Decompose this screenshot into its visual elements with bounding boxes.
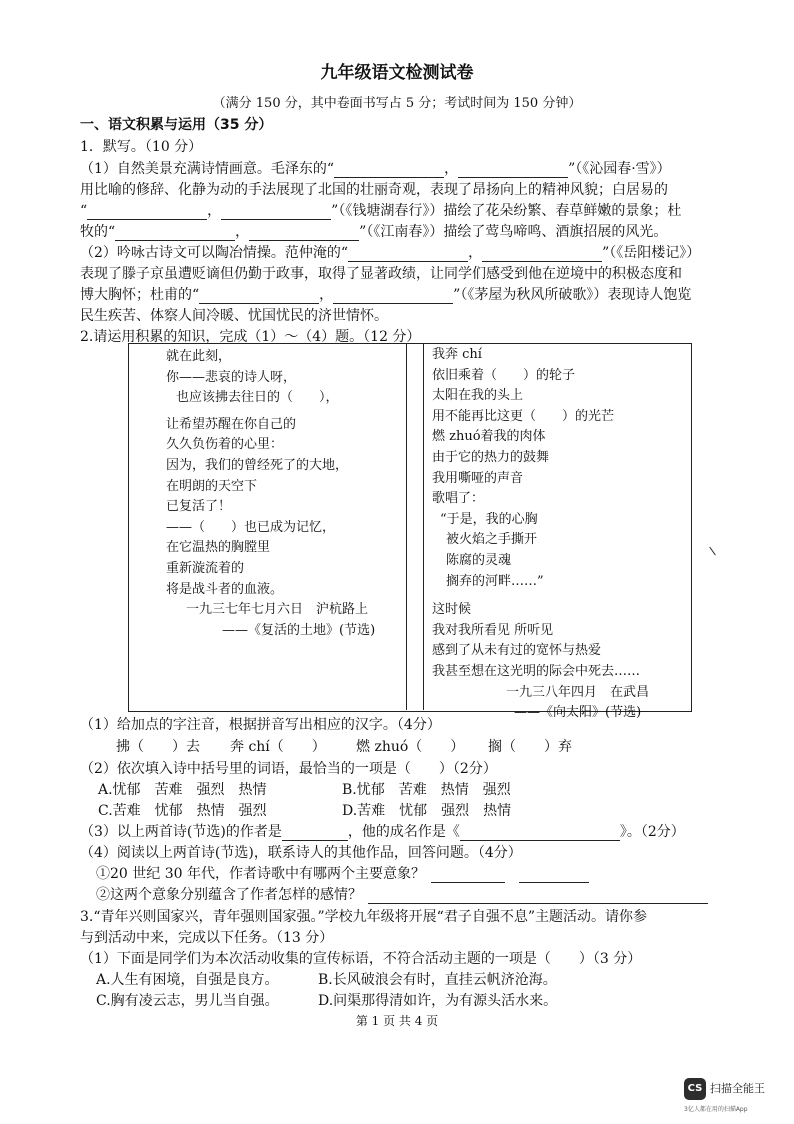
q1-part2-line4: 民生疾苦、体察人间冷暖、忧国忧民的济世情怀。 [80,308,388,324]
option-c[interactable]: C.苦难 忧郁 热情 强烈 [98,803,267,819]
poem-divider [406,343,424,710]
q2-sub1: （1）给加点的字注音，根据拼音写出相应的汉字。（4分） [80,717,441,733]
pinyin-item[interactable]: 搁（ ）弃 [488,739,572,755]
poem-line: 这时候 [432,602,472,618]
q3-intro-line1: 3.“青年兴则国家兴，青年强则国家强。”学校九年级将开展“君子自强不息”主题活动。请你参 [80,909,647,925]
poem-line: ——（ ）也已成为记忆， [166,519,336,535]
poem-line: 感到了从未有过的宽怀与热爱 [432,643,602,659]
poem-line: 我对我所看见 所听见 [432,622,554,638]
answer-blank[interactable] [458,162,568,178]
poem-line: 让希望苏醒在你自己的 [166,416,297,432]
poem-line: 陈腐的灵魂 [446,552,512,568]
option-d[interactable]: D.问渠那得清如许，为有源头活水来。 [318,993,558,1009]
poem-line: 依旧乘着（ ）的轮子 [432,367,576,383]
answer-blank[interactable] [115,225,235,241]
option-b[interactable]: B.忧郁 苦难 热情 强烈 [342,782,511,798]
q3-intro-line2: 与到活动中来，完成以下任务。（13 分） [80,930,334,946]
poem-line: 将是战斗者的血液。 [166,581,284,597]
scanner-tagline: 3亿人都在用的扫描App [684,1106,748,1113]
q1-part1-line1: （1）自然美景充满诗情画意。毛泽东的“ ， ”（《沁园春·雪》） [80,161,671,177]
scanner-name: 扫描全能王 [710,1082,765,1095]
option-a[interactable]: A.人生有困境，自强是良方。 [96,972,279,988]
answer-blank[interactable] [519,867,589,883]
answer-blank[interactable] [334,162,444,178]
page-title: 九年级语文检测试卷 [320,63,474,83]
q1-part1-line2: 用比喻的修辞、化静为动的手法展现了北国的壮丽奇观，表现了昂扬向上的精神风貌；白居易的 [80,182,668,198]
answer-blank[interactable] [348,246,468,262]
poem-line: 太阳在我的头上 [432,388,524,404]
poem-line: 你——悲哀的诗人呀， [166,369,297,385]
poem-line: 燃 zhuó着我的肉体 [432,429,546,445]
poem-left [166,347,375,641]
poem-date: 一九三七年七月六日 沪杭路上 [186,602,369,618]
q2-sub4-part2: ②这两个意象分别蕴含了作者怎样的感情？ [96,884,708,904]
q1-part2-line2: 表现了滕子京虽遭贬谪但仍勤于政事，取得了显著政绩，让同学们感受到他在逆境中的积极态度和 [80,266,682,282]
poem-line: 久久负伤着的心里： [166,437,284,453]
poem-source: ——《向太阳》(节选) [514,705,642,721]
q1-part1-line4: 牧的“ ， ”（《江南春》）描绘了莺鸟啼鸣、酒旗招展的风光。 [80,224,668,240]
answer-blank[interactable] [199,288,319,304]
option-c[interactable]: C.胸有凌云志，男儿当自强。 [96,993,279,1009]
answer-blank[interactable] [431,867,505,883]
answer-blank[interactable] [249,225,359,241]
poem-line: 已复活了！ [166,499,232,515]
answer-blank[interactable] [333,288,453,304]
poem-line: 用不能再比这更（ ）的光芒 [432,408,615,424]
poem-line: 由于它的热力的鼓舞 [432,449,550,465]
scanner-logo-icon: CS [684,1078,706,1100]
pinyin-item[interactable]: 拂（ ）去 [116,739,200,755]
poem-line: 重新漩流着的 [166,560,245,576]
answer-blank[interactable] [87,204,207,220]
q2-heading: 2.请运用积累的知识，完成（1）～（4）题。（12 分） [80,329,421,345]
pen-mark [709,547,716,556]
option-a[interactable]: A.忧郁 苦难 强烈 热情 [98,782,267,798]
option-d[interactable]: D.苦难 忧郁 强烈 热情 [342,803,512,819]
poem-date: 一九三八年四月 在武昌 [506,684,650,700]
poem-line: 歌唱了： [432,491,485,507]
q1-part2-line1: （2）吟咏古诗文可以陶冶情操。范仲淹的“ ， ”（《岳阳楼记》） [80,245,701,261]
q1-part1-line3: “ ， ”（《钱塘湖春行》）描绘了花朵纷繁、春草鲜嫩的景象；杜 [80,203,682,219]
poem-line: 我甚至想在这光明的际会中死去…… [432,663,641,679]
q1-part2-line3: 博大胸怀；杜甫的“ ， ”（《茅屋为秋风所破歌》）表现诗人饱览 [80,287,692,303]
poem-line: 就在此刻， [166,349,232,364]
q2-sub4: （4）阅读以上两首诗(节选)，联系诗人的其他作品，回答问题。（4分） [80,845,522,861]
poem-line: 我奔 chí [432,347,482,362]
q1-heading: 1．默写。（10 分） [80,139,203,155]
q2-sub4-part1: ①20 世纪 30 年代，作者诗歌中有哪两个主要意象？ [96,863,589,883]
poem-source: ——《复活的土地》(节选) [222,622,376,638]
pinyin-item[interactable]: 奔 chí（ ） [230,739,326,755]
poem-line: 被火焰之手撕开 [446,532,538,548]
q2-sub2: （2）依次填入诗中括号里的词语，最恰当的一项是（ ）（2分） [80,761,497,777]
answer-blank[interactable] [282,825,348,841]
poem-line: 在它温热的胸膛里 [166,540,271,556]
answer-blank[interactable] [368,888,708,904]
answer-blank[interactable] [221,204,331,220]
option-b[interactable]: B.长风破浪会有时，直挂云帆济沧海。 [318,972,557,988]
page-number: 第 1 页 共 4 页 [355,1014,439,1028]
q3-sub1: （1）下面是同学们为本次活动收集的宣传标语，不符合活动主题的一项是（ ）（3 分） [80,951,642,967]
poem-line: 因为，我们的曾经死了的大地， [166,457,349,473]
poem-line: “于是，我的心胸 [440,511,538,527]
pinyin-item[interactable]: 燃 zhuó（ ） [356,739,465,755]
poem-right [432,345,649,724]
poem-line: 我用嘶哑的声音 [432,470,524,486]
poem-line: 在明朗的天空下 [166,478,258,494]
poem-line: 搁弃的河畔……” [446,573,544,589]
poem-line: 也应该拂去往日的（ ）， [176,390,339,406]
exam-info: （满分 150 分，其中卷面书写占 5 分；考试时间为 150 分钟） [212,96,582,111]
answer-blank[interactable] [482,246,602,262]
answer-blank[interactable] [460,825,620,841]
section-heading: 一、语文积累与运用（35 分） [80,117,273,133]
q2-sub3: （3）以上两首诗(节选)的作者是 ，他的成名作是《 》。（2分） [80,824,685,840]
